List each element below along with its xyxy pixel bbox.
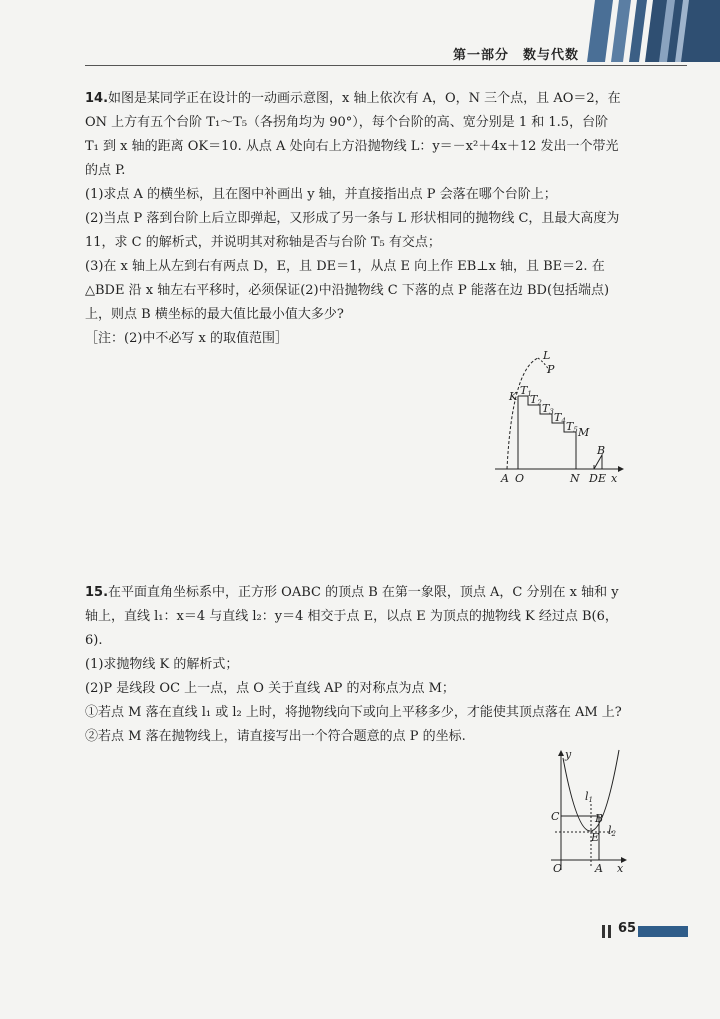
q14-part2: (2)当点 P 落到台阶上后立即弹起，又形成了另一条与 L 形状相同的抛物线 C，且最大高度为 11，求 C 的解析式，并说明其对称轴是否与台阶 T₅ 有交点； — [85, 211, 620, 250]
label-T1: T1 — [520, 384, 532, 398]
q15-figure — [545, 748, 630, 878]
label-O: O — [553, 862, 563, 875]
parabola-K — [563, 750, 619, 831]
triangle-BDE — [594, 455, 602, 469]
label-E: E — [598, 472, 607, 485]
corner-stripes — [575, 0, 720, 62]
label-A: A — [595, 862, 603, 875]
page-number: 65 — [618, 921, 637, 936]
q15-number: 15. — [85, 585, 109, 600]
q15-part2: (2)P 是线段 OC 上一点，点 O 关于直线 AP 的对称点为点 M； — [85, 681, 455, 696]
header-divider — [85, 65, 687, 66]
page-number-marks — [602, 925, 614, 938]
q14-note: ［注：(2)中不必写 x 的取值范围］ — [85, 331, 289, 346]
label-l2: l2 — [608, 824, 616, 838]
section-label: 第一部分 数与代数 — [453, 48, 580, 63]
page-number-bar — [638, 926, 688, 937]
label-M: M — [578, 426, 590, 439]
label-T5: T5 — [566, 420, 578, 434]
label-l1: l1 — [585, 790, 593, 804]
label-x: x — [617, 862, 624, 875]
q15-sub2: ②若点 M 落在抛物线上，请直接写出一个符合题意的点 P 的坐标. — [85, 729, 466, 744]
label-C: C — [551, 810, 560, 823]
q14-part1: (1)求点 A 的横坐标，且在图中补画出 y 轴，并直接指出点 P 会落在哪个台阶上； — [85, 187, 557, 202]
parabola-L — [507, 358, 538, 469]
label-E: E — [591, 831, 600, 844]
label-L: L — [543, 350, 551, 362]
label-T4: T4 — [554, 411, 566, 425]
question-15 — [85, 581, 625, 749]
label-B: B — [597, 444, 606, 457]
label-D: D — [589, 472, 598, 485]
label-T3: T3 — [542, 402, 554, 416]
label-A: A — [501, 472, 509, 485]
q15-sub1: ①若点 M 落在直线 l₁ 或 l₂ 上时，将抛物线向下或向上平移多少，才能使其顶点落在 AM 上? — [85, 705, 622, 720]
label-T2: T2 — [530, 393, 542, 407]
q14-number: 14. — [85, 91, 109, 106]
q14-figure — [490, 350, 625, 490]
label-N: N — [570, 472, 580, 485]
question-14 — [85, 87, 625, 351]
y-axis-arrow — [558, 750, 564, 756]
q15-part1: (1)求抛物线 K 的解析式； — [85, 657, 239, 672]
label-K: K — [509, 390, 518, 403]
q15-stem: 15.在平面直角坐标系中，正方形 OABC 的顶点 B 在第一象限，顶点 A，C 分别在 x 轴和 y 轴上，直线 l₁：x＝4 与直线 l₂：y＝4 相交于点 E，以点 E 为顶点的抛物线 K 经过点 B(6，6). — [85, 585, 619, 648]
label-x: x — [611, 472, 618, 485]
q14-stem: 14.如图是某同学正在设计的一动画示意图，x 轴上依次有 A，O，N 三个点，且 AO＝2，在 ON 上方有五个台阶 T₁～T₅（各拐角均为 90°），每个台阶的高、宽分别是 1 和 1.5，台阶 T₁ 到 x 轴的距离 OK＝10. 从点 A 处向右上方沿抛物线 L：y＝－x²＋4x＋12 发出一个带光的点 P. — [85, 91, 621, 178]
label-B: B — [595, 812, 604, 825]
x-axis-arrow — [618, 466, 624, 472]
q14-part3: (3)在 x 轴上从左到右有两点 D，E，且 DE＝1，从点 E 向上作 EB⊥x 轴，且 BE＝2. 在△BDE 沿 x 轴左右平移时，必须保证(2)中沿抛物线 C 下落的点 P 能落在边 BD(包括端点)上，则点 B 横坐标的最大值比最小值大多少? — [85, 259, 610, 322]
label-y: y — [565, 748, 572, 761]
label-O: O — [515, 472, 525, 485]
label-P: P — [547, 363, 555, 376]
